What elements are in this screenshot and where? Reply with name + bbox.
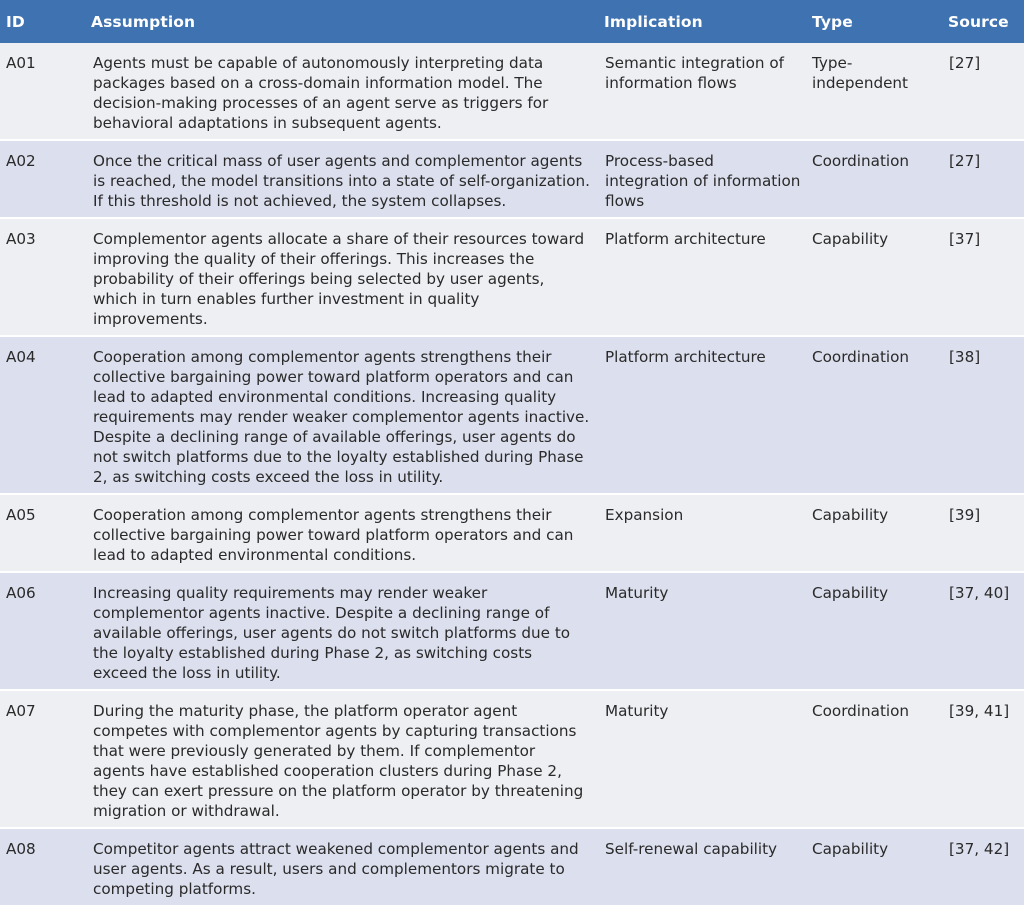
header-assumption: Assumption <box>86 0 598 43</box>
cell-type: Capability <box>806 495 945 573</box>
cell-assumption: Once the critical mass of user agents and complementor agents is reached, the model transitions into a state of self-organization. If this threshold is not achieved, the system collapses. <box>86 141 598 219</box>
cell-type: Capability <box>806 573 945 691</box>
cell-id: A07 <box>0 691 86 829</box>
cell-implication: Semantic integration of information flows <box>598 43 806 141</box>
cell-assumption: Increasing quality requirements may render weaker complementor agents inactive. Despite a declining range of available offerings, user agents do not switch platforms due to the loyalty established during Phase 2, as switching costs exceed the loss in utility. <box>86 573 598 691</box>
header-implication: Implication <box>598 0 806 43</box>
table-body <box>0 43 1024 907</box>
cell-id: A02 <box>0 141 86 219</box>
cell-assumption: During the maturity phase, the platform operator agent competes with complementor agents by capturing transactions that were previously generated by them. If complementor agents have established cooperation clusters during Phase 2, they can exert pressure on the platform operator by threatening migration or withdrawal. <box>86 691 598 829</box>
cell-source: [27] <box>945 141 1024 219</box>
table-row <box>0 495 1024 573</box>
cell-type: Coordination <box>806 337 945 495</box>
cell-source: [38] <box>945 337 1024 495</box>
table-row <box>0 829 1024 907</box>
header-source: Source <box>945 0 1024 43</box>
cell-type: Coordination <box>806 691 945 829</box>
cell-id: A05 <box>0 495 86 573</box>
cell-source: [37] <box>945 219 1024 337</box>
cell-type: Capability <box>806 219 945 337</box>
cell-implication: Process-based integration of information flows <box>598 141 806 219</box>
cell-implication: Expansion <box>598 495 806 573</box>
header-id: ID <box>0 0 86 43</box>
table-row <box>0 43 1024 141</box>
cell-id: A04 <box>0 337 86 495</box>
cell-implication: Maturity <box>598 573 806 691</box>
cell-id: A03 <box>0 219 86 337</box>
cell-type: Coordination <box>806 141 945 219</box>
cell-source: [37, 40] <box>945 573 1024 691</box>
cell-assumption: Complementor agents allocate a share of their resources toward improving the quality of their offerings. This increases the probability of their offerings being selected by user agents, which in turn enables further investment in quality improvements. <box>86 219 598 337</box>
cell-id: A08 <box>0 829 86 907</box>
table-row <box>0 219 1024 337</box>
table-row <box>0 691 1024 829</box>
cell-type: Capability <box>806 829 945 907</box>
table-row <box>0 141 1024 219</box>
header-row <box>0 0 1024 43</box>
cell-implication: Self-renewal capability <box>598 829 806 907</box>
table-header <box>0 0 1024 43</box>
cell-assumption: Agents must be capable of autonomously interpreting data packages based on a cross-domain information model. The decision-making processes of an agent serve as triggers for behavioral adaptations in subsequent agents. <box>86 43 598 141</box>
cell-implication: Platform architecture <box>598 219 806 337</box>
cell-source: [37, 42] <box>945 829 1024 907</box>
header-type: Type <box>806 0 945 43</box>
cell-assumption: Cooperation among complementor agents strengthens their collective bargaining power toward platform operators and can lead to adapted environmental conditions. <box>86 495 598 573</box>
cell-id: A01 <box>0 43 86 141</box>
cell-source: [39, 41] <box>945 691 1024 829</box>
cell-source: [39] <box>945 495 1024 573</box>
cell-source: [27] <box>945 43 1024 141</box>
table-row <box>0 573 1024 691</box>
cell-implication: Platform architecture <box>598 337 806 495</box>
cell-assumption: Competitor agents attract weakened complementor agents and user agents. As a result, users and complementors migrate to competing platforms. <box>86 829 598 907</box>
cell-id: A06 <box>0 573 86 691</box>
cell-assumption: Cooperation among complementor agents strengthens their collective bargaining power toward platform operators and can lead to adapted environmental conditions. Increasing quality requirements may render weaker complementor agents inactive. Despite a declining range of available offerings, user agents do not switch platforms due to the loyalty established during Phase 2, as switching costs exceed the loss in utility. <box>86 337 598 495</box>
cell-implication: Maturity <box>598 691 806 829</box>
table-row <box>0 337 1024 495</box>
cell-type: Type-independent <box>806 43 945 141</box>
